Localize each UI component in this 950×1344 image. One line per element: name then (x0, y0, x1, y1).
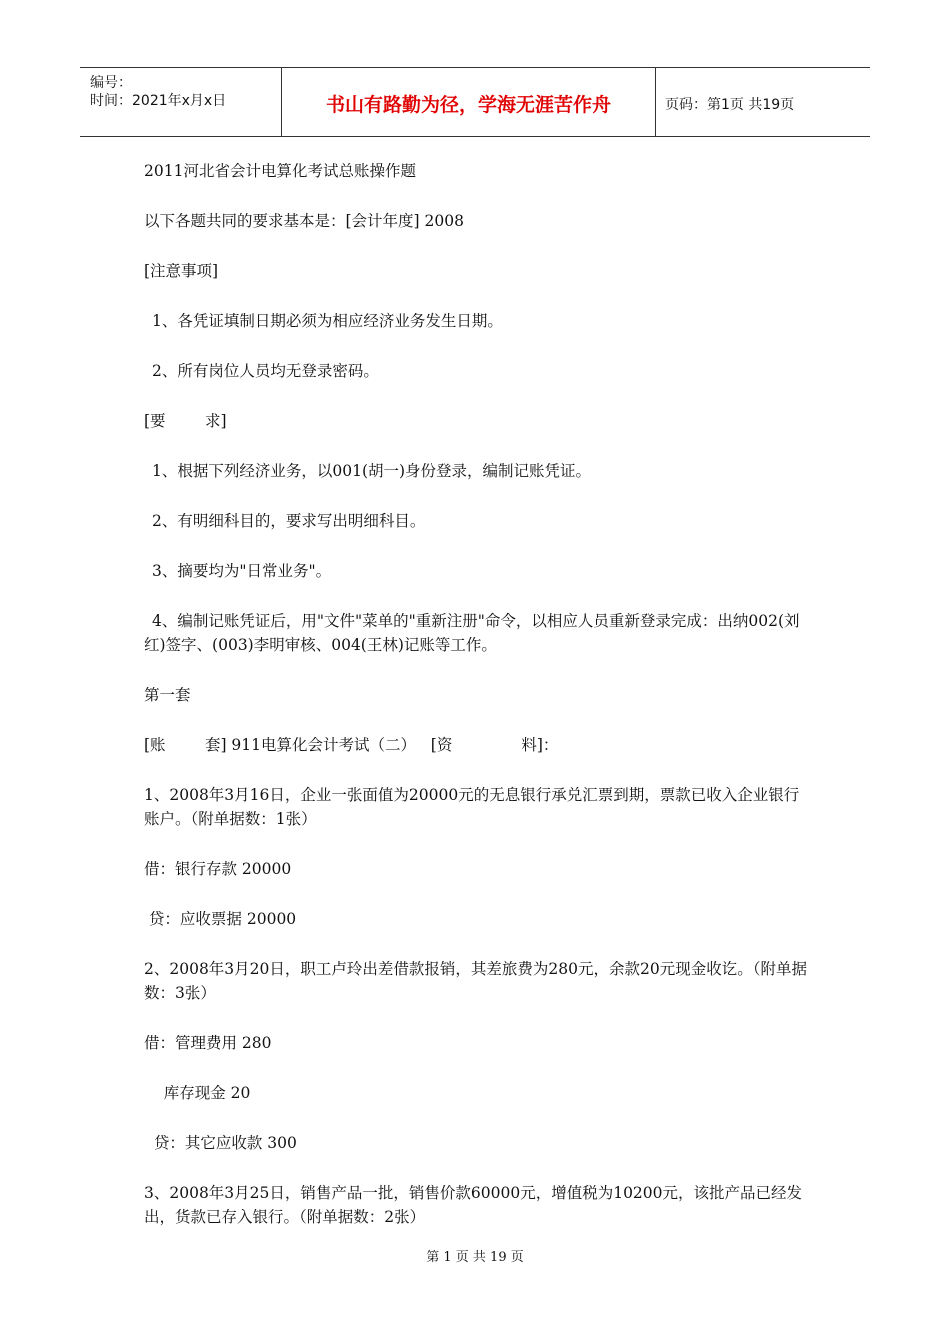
transaction-2-credit: 贷：其它应收款 300 (144, 1134, 297, 1152)
transaction-1: 1、2008年3月16日，企业一张面值为20000元的无息银行承兑汇票到期，票款已收入企业银行账户。（附单据数：1张） (144, 786, 800, 828)
requirements-heading: [要 求] (144, 412, 227, 430)
page-footer: 第 1 页 共 19 页 (426, 1250, 524, 1265)
notes-heading: [注意事项] (144, 262, 219, 280)
transaction-1-credit: 贷：应收票据 20000 (144, 910, 297, 928)
requirement-3: 3、摘要均为"日常业务"。 (152, 562, 332, 580)
time-label: 时间：2021年x月x日 (90, 93, 227, 109)
note-1: 1、各凭证填制日期必须为相应经济业务发生日期。 (152, 312, 503, 330)
transaction-3: 3、2008年3月25日，销售产品一批，销售价款60000元，增值税为10200元，该批产品已经发出，货款已存入银行。（附单据数：2张） (144, 1184, 803, 1226)
header-motto-cell (281, 68, 656, 136)
transaction-2: 2、2008年3月20日，职工卢玲出差借款报销，其差旅费为280元，余款20元现金收讫。（附单据数：3张） (144, 960, 807, 1002)
requirement-1: 1、根据下列经济业务，以001(胡一)身份登录，编制记账凭证。 (152, 462, 592, 480)
header-meta-cell (80, 68, 281, 136)
transaction-1-debit: 借：银行存款 20000 (144, 860, 292, 878)
motto-text: 书山有路勤为径，学海无涯苦作舟 (325, 94, 611, 116)
serial-label: 编号： (90, 75, 132, 91)
document-title: 2011河北省会计电算化考试总账操作题 (144, 162, 416, 180)
transaction-2-debit: 借：管理费用 280 (144, 1034, 272, 1052)
header-page-cell (655, 68, 870, 136)
transaction-2-debit-2: 库存现金 20 (144, 1084, 251, 1102)
common-requirement: 以下各题共同的要求基本是：[会计年度] 2008 (144, 212, 464, 230)
document-header (80, 67, 870, 137)
account-set-line: [账 套] 911电算化会计考试（二） [资 料]： (144, 736, 559, 754)
requirement-2: 2、有明细科目的，要求写出明细科目。 (152, 512, 426, 530)
header-page-info: 页码：第1页 共19页 (665, 97, 795, 113)
note-2: 2、所有岗位人员均无登录密码。 (152, 362, 379, 380)
requirement-4: 4、编制记账凭证后，用"文件"菜单的"重新注册"命令，以相应人员重新登录完成：出纳002(刘红)签字、(003)李明审核、004(王林)记账等工作。 (144, 612, 800, 654)
set-title: 第一套 (144, 686, 191, 704)
